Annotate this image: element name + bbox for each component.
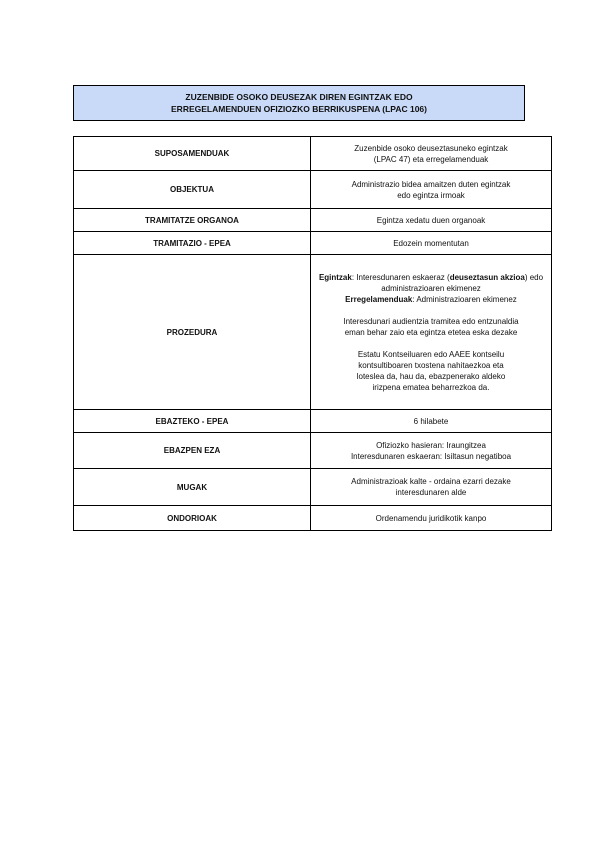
- document-title: [73, 85, 525, 121]
- row-label: MUGAK: [74, 469, 311, 506]
- row-label: EBAZPEN EZA: [74, 433, 311, 469]
- table-row: [74, 410, 552, 433]
- row-value: Ordenamendu juridikotik kanpo: [311, 506, 552, 531]
- row-value: Ofiziozko hasieran: Iraungitzea Interesdunaren eskaeran: Isiltasun negatiboa: [311, 433, 552, 469]
- table-row: [74, 209, 552, 232]
- row-value: Egintza xedatu duen organoak: [311, 209, 552, 232]
- row-label: EBAZTEKO - EPEA: [74, 410, 311, 433]
- table-row: [74, 232, 552, 255]
- row-label: PROZEDURA: [74, 255, 311, 410]
- table-row: [74, 433, 552, 469]
- egintzak-paragraph: Egintzak: Interesdunaren eskaeraz (deuseztasun akzioa) edo administrazioaren ekimenez: [318, 272, 544, 293]
- row-value: 6 hilabete: [311, 410, 552, 433]
- row-value: Edozein momentutan: [311, 232, 552, 255]
- title-line-2: ERREGELAMENDUEN OFIZIOZKO BERRIKUSPENA (LPAC 106): [171, 104, 427, 114]
- row-value: Administrazio bidea amaitzen duten egintzak edo egintza irmoak: [311, 171, 552, 209]
- table-row: [74, 255, 552, 410]
- table-row: [74, 469, 552, 506]
- row-value: Egintzak: Interesdunaren eskaeraz (deuseztasun akzioa) edo administrazioaren ekimenez Erregelamenduak: Administrazioaren ekimenez Interesdunari audientzia tramitea edo entzunaldia eman behar zaio eta egintza etetea eska dezake Estatu Kontseiluaren edo AAEE kontseilu kontsultiboaren txostena nahitaezkoa eta loteslea da, hau da, ebazpenerako aldeko irizpena ematea beharrezkoa da.: [311, 255, 552, 410]
- erregelamenduak-paragraph: Erregelamenduak: Administrazioaren ekimenez: [345, 294, 517, 304]
- row-label: TRAMITAZIO - EPEA: [74, 232, 311, 255]
- table-row: [74, 506, 552, 531]
- table-row: [74, 171, 552, 209]
- row-label: SUPOSAMENDUAK: [74, 137, 311, 171]
- row-label: TRAMITATZE ORGANOA: [74, 209, 311, 232]
- row-value: Administrazioak kalte - ordaina ezarri dezake interesdunaren alde: [311, 469, 552, 506]
- title-line-1: ZUZENBIDE OSOKO DEUSEZAK DIREN EGINTZAK EDO: [185, 92, 413, 102]
- table-row: [74, 137, 552, 171]
- row-label: OBJEKTUA: [74, 171, 311, 209]
- summary-table: [73, 136, 552, 531]
- row-value: Zuzenbide osoko deuseztasuneko egintzak (LPAC 47) eta erregelamenduak: [311, 137, 552, 171]
- row-label: ONDORIOAK: [74, 506, 311, 531]
